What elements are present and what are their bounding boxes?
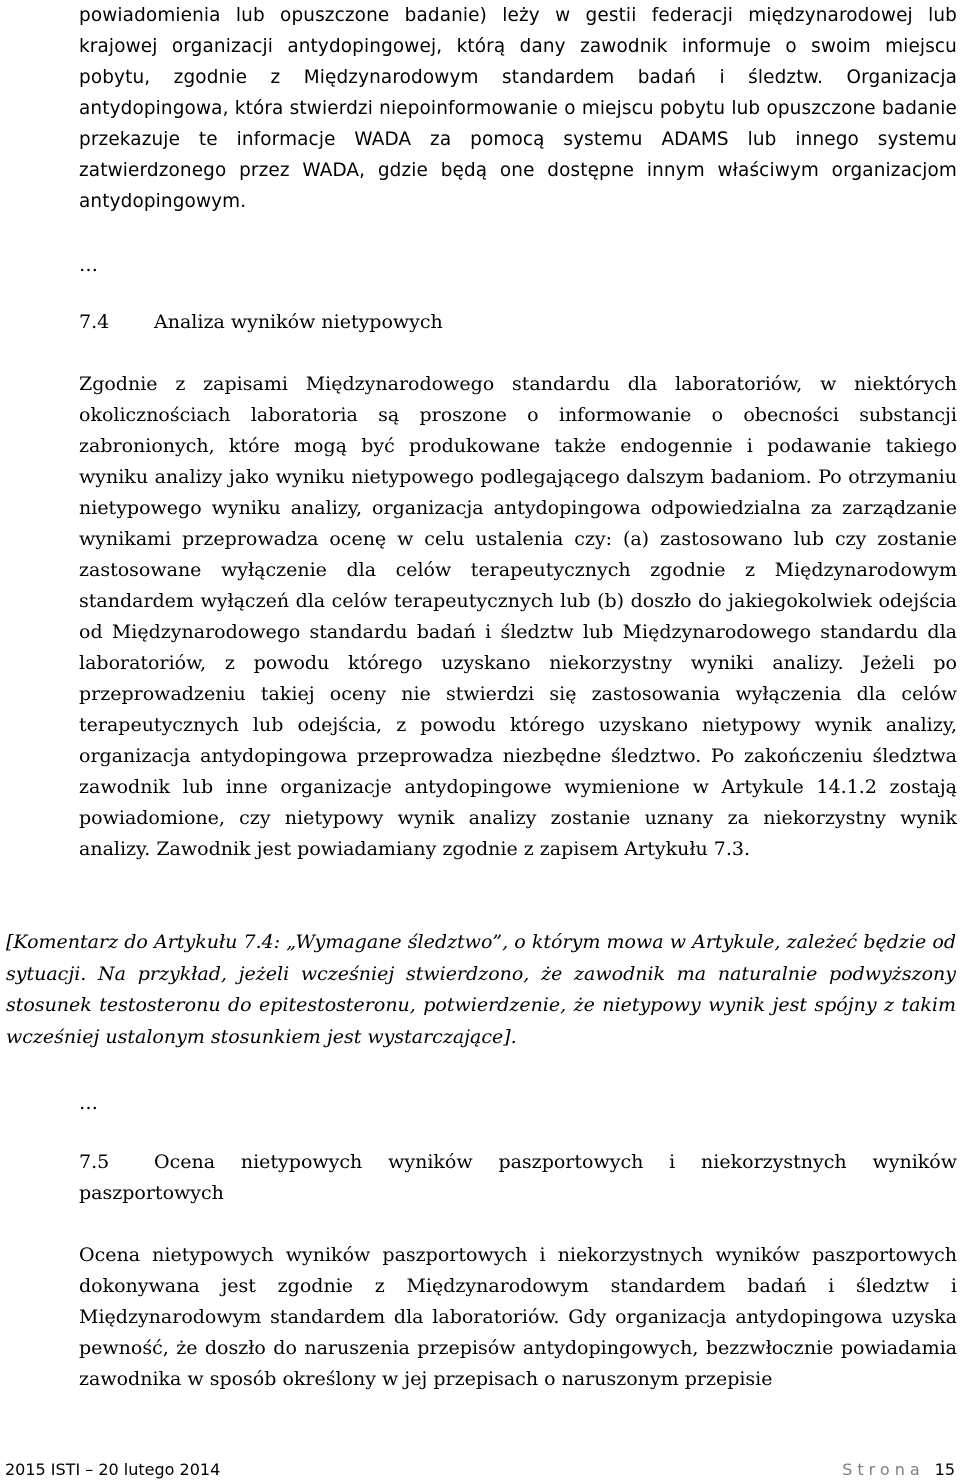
section-7-5-heading [79, 1147, 957, 1209]
section-7-5-number: 7.5 [79, 1151, 110, 1173]
section-7-5-title: Ocena nietypowych wyników paszportowych i niekorzystnych wyników paszportowych [79, 1151, 957, 1204]
footer-document-id: 2015 ISTI – 20 lutego 2014 [5, 1460, 221, 1479]
ellipsis-2: … [79, 1092, 98, 1114]
section-7-5-body: Ocena nietypowych wyników paszportowych i niekorzystnych wyników paszportowych dokonywana jest zgodnie z Międzynarodowym standardem badań i śledztw i Międzynarodowym standardem dla laboratoriów. Gdy organizacja antydopingowa uzyska pewność, że doszło do naruszenia przepisów antydopingowych, bezzwłocznie powiadamia zawodnika w sposób określony w jej przepisach o naruszonym przepisie [79, 1244, 957, 1390]
footer-page-number: 15 [934, 1460, 955, 1479]
section-7-4-number: 7.4 [79, 311, 110, 333]
section-7-4-heading [79, 307, 443, 338]
comment-7-4: [Komentarz do Artykułu 7.4: „Wymagane śledztwo”, o którym mowa w Artykule, zależeć będzie od sytuacji. Na przykład, jeżeli wcześniej stwierdzono, że zawodnik ma naturalnie podwyższony stosunek testosteronu do epitestosteronu, potwierdzenie, że nietypowy wynik jest spójny z takim wcześniej ustalonym stosunkiem jest wystarczające]. [6, 931, 956, 1048]
paragraph-top: powiadomienia lub opuszczone badanie) leży w gestii federacji międzynarodowej lub krajowej organizacji antydopingowej, którą dany zawodnik informuje o swoim miejscu pobytu, zgodnie z Międzynarodowym standardem badań i śledztw. Organizacja antydopingowa, która stwierdzi niepoinformowanie o miejscu pobytu lub opuszczone badanie przekazuje te informacje WADA za pomocą systemu ADAMS lub innego systemu zatwierdzonego przez WADA, gdzie będą one dostępne innym właściwym organizacjom antydopingowym. [79, 5, 957, 212]
footer-page-indicator [842, 1458, 955, 1482]
section-7-4-title: Analiza wyników nietypowych [154, 311, 443, 333]
section-7-4-body: Zgodnie z zapisami Międzynarodowego standardu dla laboratoriów, w niektórych okolicznościach laboratoria są proszone o informowanie o obecności substancji zabronionych, które mogą być produkowane także endogennie i podawanie takiego wyniku analizy jako wyniku nietypowego podlegającego dalszym badaniom. Po otrzymaniu nietypowego wyniku analizy, organizacja antydopingowa odpowiedzialna za zarządzanie wynikami przeprowadza ocenę w celu ustalenia czy: (a) zastosowano lub czy zostanie zastosowane wyłączenie dla celów terapeutycznych zgodnie z Międzynarodowym standardem wyłączeń dla celów terapeutycznych lub (b) doszło do jakiegokolwiek odejścia od Międzynarodowego standardu badań i śledztw lub Międzynarodowego standardu dla laboratoriów, z powodu którego uzyskano niekorzystny wyniki analizy. Jeżeli po przeprowadzeniu takiej oceny nie stwierdzi się zastosowania wyłączenia dla celów terapeutycznych lub odejścia, z powodu którego uzyskano nietypowy wynik analizy, organizacja antydopingowa przeprowadza niezbędne śledztwo. Po zakończeniu śledztwa zawodnik lub inne organizacje antydopingowe wymienione w Artykule 14.1.2 zostają powiadomione, czy nietypowy wynik analizy zostanie uznany za niekorzystny wynik analizy. Zawodnik jest powiadamiany zgodnie z zapisem Artykułu 7.3. [79, 373, 957, 860]
footer-page-label: Strona [842, 1460, 925, 1479]
ellipsis-1: … [79, 254, 98, 276]
